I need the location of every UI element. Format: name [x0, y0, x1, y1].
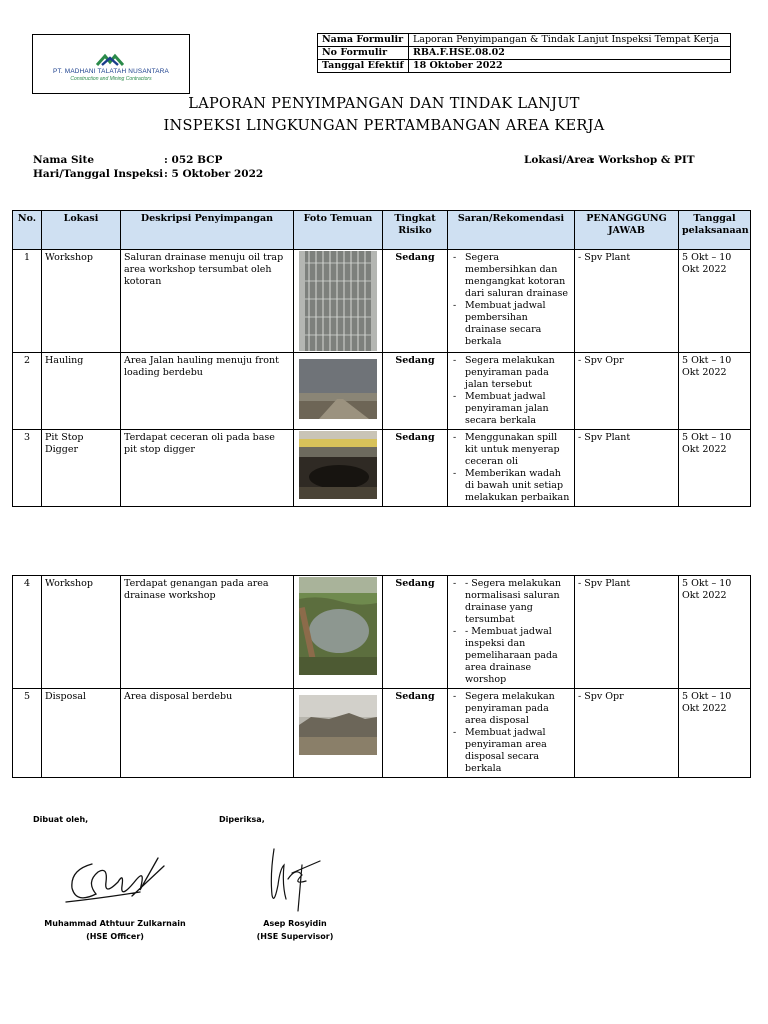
form-info-key: No Formulir: [318, 47, 409, 60]
cell-saran: [448, 353, 575, 430]
water-puddle-photo: [299, 577, 377, 675]
cell-tanggal: 5 Okt – 10 Okt 2022: [679, 430, 751, 507]
cell-photo: [294, 576, 383, 689]
supervisor-role: (HSE Supervisor): [256, 932, 334, 941]
table-row: [13, 689, 751, 778]
report-title-line2: INSPEKSI LINGKUNGAN PERTAMBANGAN AREA KERJA: [163, 118, 605, 134]
deviation-table-part1: [12, 210, 751, 507]
cell-photo: [294, 250, 383, 353]
cell-tanggal: 5 Okt – 10 Okt 2022: [679, 689, 751, 778]
recommendation-item: - Membuat jadwal penyiraman area disposal secara berkala: [465, 727, 571, 775]
cell-photo: [294, 353, 383, 430]
form-info-value: 18 Oktober 2022: [409, 60, 731, 73]
drainage-grate-photo: [299, 251, 377, 351]
site-value: : 052 BCP: [164, 154, 223, 166]
company-name: PT. MADHANI TALATAH NUSANTARA: [53, 68, 169, 75]
officer-role: (HSE Officer): [86, 932, 144, 941]
form-info-value: RBA.F.HSE.08.02: [409, 47, 731, 60]
cell-no: 4: [13, 576, 42, 689]
inspection-date-value: : 5 Oktober 2022: [164, 168, 264, 180]
recommendation-item: - Segera melakukan penyiraman pada jalan tersebut: [465, 355, 571, 391]
officer-signature: [62, 852, 172, 912]
deviation-table-part2: [12, 575, 751, 778]
disposal-area-photo: [299, 695, 377, 755]
cell-deskripsi: Terdapat ceceran oli pada base pit stop digger: [121, 430, 294, 507]
cell-deskripsi: Saluran drainase menuju oil trap area workshop tersumbat oleh kotoran: [121, 250, 294, 353]
form-info-key: Tanggal Efektif: [318, 60, 409, 73]
cell-photo: [294, 430, 383, 507]
site-label: Nama Site: [33, 154, 95, 166]
cell-pj: - Spv Plant: [575, 576, 679, 689]
form-info-key: Nama Formulir: [318, 34, 409, 47]
cell-no: 2: [13, 353, 42, 430]
inspection-date-label: Hari/Tanggal Inspeksi: [33, 168, 164, 180]
cell-pj: - Spv Opr: [575, 689, 679, 778]
company-logo-icon: [96, 53, 124, 67]
supervisor-name: Asep Rosyidin: [263, 919, 327, 928]
form-info-row: [318, 47, 731, 60]
col-header-pj: PENANGGUNG JAWAB: [575, 211, 679, 250]
recommendation-item: - - Membuat jadwal inspeksi dan pemeliharaan pada area drainase worshop: [465, 626, 571, 686]
supervisor-block: [230, 917, 360, 943]
cell-tanggal: 5 Okt – 10 Okt 2022: [679, 250, 751, 353]
recommendation-item: - Menggunakan spill kit untuk menyerap ceceran oli: [465, 432, 571, 468]
table-row: [13, 250, 751, 353]
cell-lokasi: Pit Stop Digger: [42, 430, 121, 507]
company-tagline: Construction and Mining Contractors: [70, 76, 152, 82]
officer-name: Muhammad Athtuur Zulkarnain: [44, 919, 186, 928]
col-header-lokasi: Lokasi: [42, 211, 121, 250]
cell-pj: - Spv Plant: [575, 430, 679, 507]
table-row: [13, 576, 751, 689]
cell-tanggal: 5 Okt – 10 Okt 2022: [679, 353, 751, 430]
cell-no: 5: [13, 689, 42, 778]
form-info-row: [318, 60, 731, 73]
table-row: [13, 430, 751, 507]
cell-lokasi: Workshop: [42, 250, 121, 353]
recommendation-item: - - Segera melakukan normalisasi saluran drainase yang tersumbat: [465, 578, 571, 626]
col-header-saran: Saran/Rekomendasi: [448, 211, 575, 250]
form-info-row: [318, 34, 731, 47]
form-info-table: [317, 33, 731, 73]
supervisor-signature: [262, 845, 322, 915]
location-label: Lokasi/Area: [524, 154, 594, 166]
table-header-row: [13, 211, 751, 250]
cell-saran: [448, 576, 575, 689]
table-row: [13, 353, 751, 430]
company-logo-box: [32, 34, 190, 94]
report-title-line1: LAPORAN PENYIMPANGAN DAN TINDAK LANJUT: [188, 96, 580, 112]
cell-lokasi: Workshop: [42, 576, 121, 689]
col-header-foto: Foto Temuan: [294, 211, 383, 250]
cell-saran: [448, 430, 575, 507]
col-header-deskripsi: Deskripsi Penyimpangan: [121, 211, 294, 250]
cell-pj: - Spv Plant: [575, 250, 679, 353]
col-header-tanggal: Tanggal pelaksanaan: [679, 211, 751, 250]
cell-risiko: Sedang: [383, 353, 448, 430]
cell-risiko: Sedang: [383, 689, 448, 778]
cell-deskripsi: Area Jalan hauling menuju front loading berdebu: [121, 353, 294, 430]
oil-spill-photo: [299, 431, 377, 499]
cell-risiko: Sedang: [383, 250, 448, 353]
cell-saran: [448, 250, 575, 353]
cell-saran: [448, 689, 575, 778]
location-value: : Workshop & PIT: [591, 154, 695, 166]
cell-tanggal: 5 Okt – 10 Okt 2022: [679, 576, 751, 689]
cell-photo: [294, 689, 383, 778]
recommendation-item: - Memberikan wadah di bawah unit setiap melakukan perbaikan: [465, 468, 571, 504]
cell-lokasi: Hauling: [42, 353, 121, 430]
col-header-no: No.: [13, 211, 42, 250]
dusty-road-photo: [299, 359, 377, 419]
checked-by-label: Diperiksa,: [219, 815, 265, 824]
cell-risiko: Sedang: [383, 576, 448, 689]
cell-no: 3: [13, 430, 42, 507]
cell-pj: - Spv Opr: [575, 353, 679, 430]
recommendation-item: - Segera membersihkan dan mengangkat kotoran dari saluran drainase: [465, 252, 571, 300]
cell-deskripsi: Terdapat genangan pada area drainase workshop: [121, 576, 294, 689]
form-info-value: Laporan Penyimpangan & Tindak Lanjut Inspeksi Tempat Kerja: [409, 34, 731, 47]
cell-no: 1: [13, 250, 42, 353]
recommendation-item: - Membuat jadwal penyiraman jalan secara berkala: [465, 391, 571, 427]
cell-lokasi: Disposal: [42, 689, 121, 778]
col-header-risiko: Tingkat Risiko: [383, 211, 448, 250]
cell-risiko: Sedang: [383, 430, 448, 507]
made-by-label: Dibuat oleh,: [33, 815, 89, 824]
recommendation-item: - Membuat jadwal pembersihan drainase secara berkala: [465, 300, 571, 348]
recommendation-item: - Segera melakukan penyiraman pada area disposal: [465, 691, 571, 727]
cell-deskripsi: Area disposal berdebu: [121, 689, 294, 778]
officer-block: [30, 917, 200, 943]
